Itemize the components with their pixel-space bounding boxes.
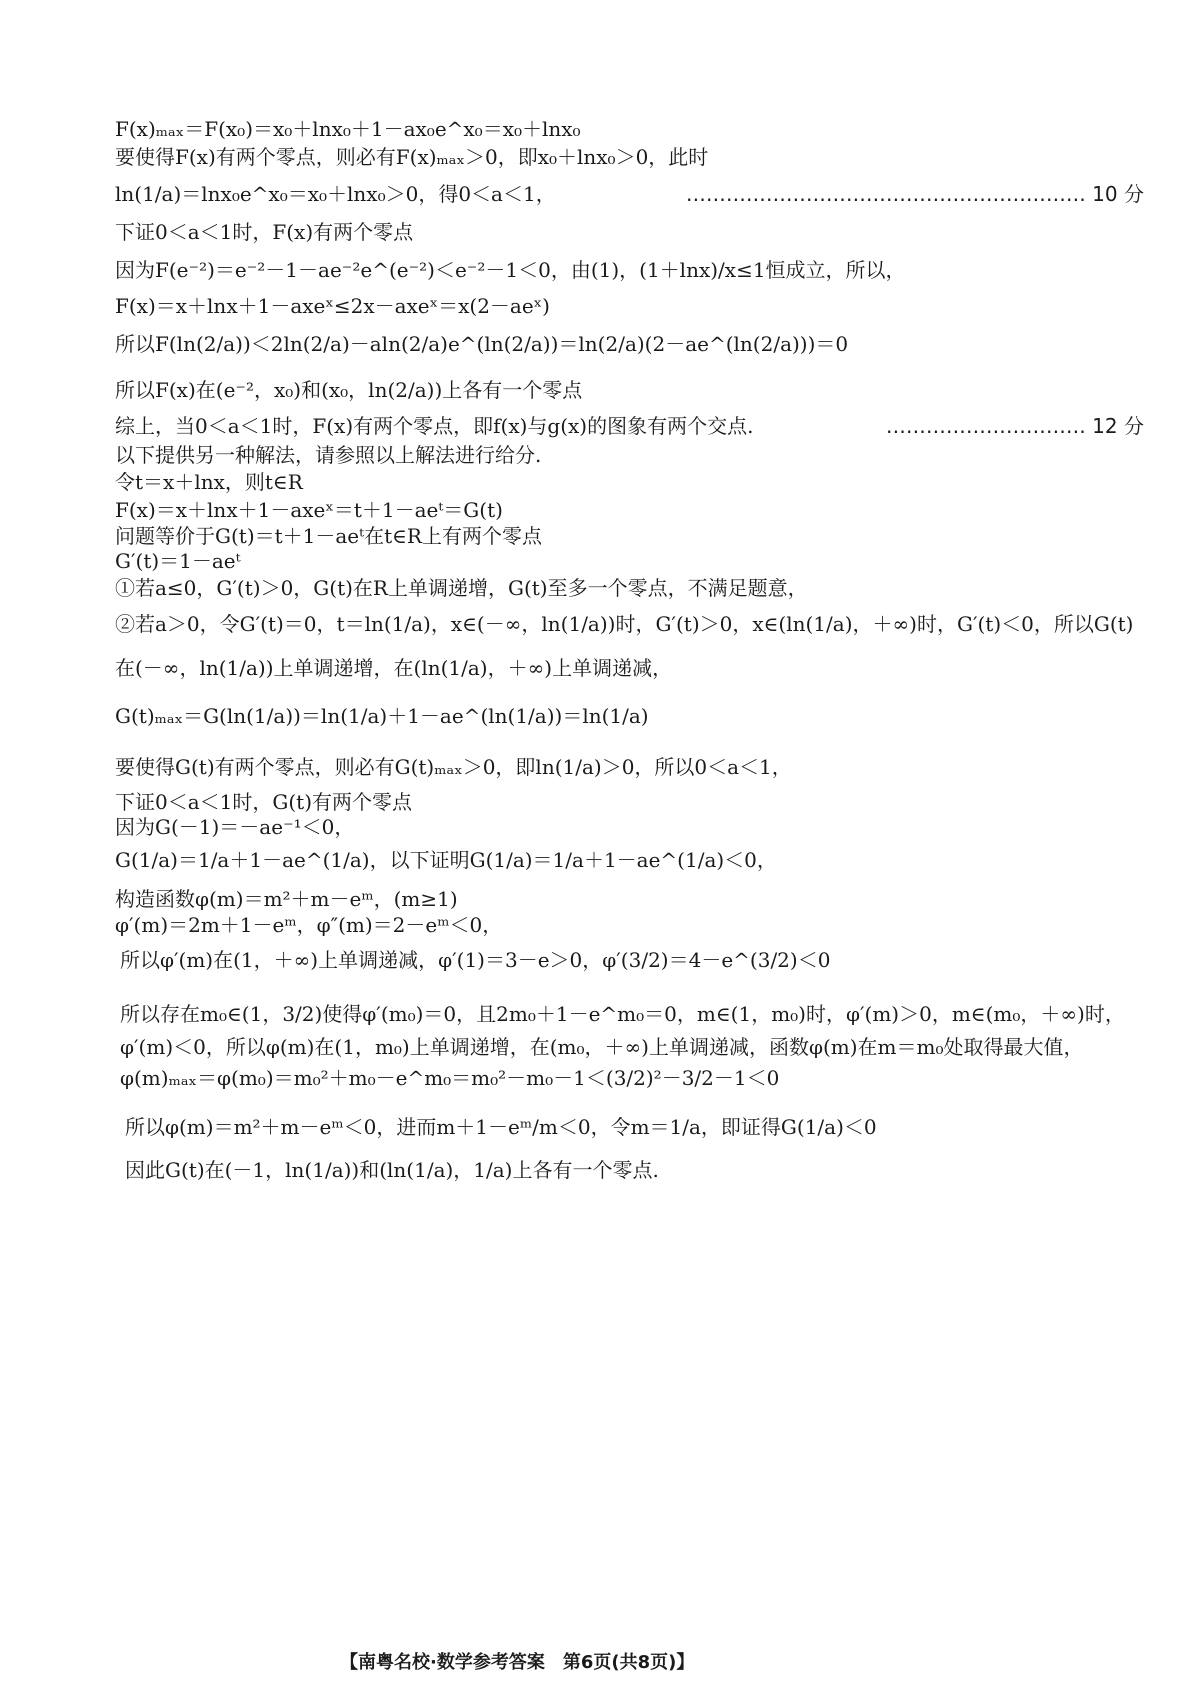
line-text: 在(－∞，ln(1/a))上单调递增，在(ln(1/a)，＋∞)上单调递减， (115, 656, 673, 680)
line-text: φ′(m)＝2m＋1－eᵐ，φ″(m)＝2－eᵐ＜0， (115, 913, 503, 937)
line-text: 综上，当0＜a＜1时，F(x)有两个零点，即f(x)与g(x)的图象有两个交点. (115, 414, 754, 438)
line-text: ②若a＞0，令G′(t)＝0，t＝ln(1/a)，x∈(－∞，ln(1/a))时，G′(t)＞0，x∈(ln(1/a)，＋∞)时，G′(t)＜0，所以G(t) (115, 612, 1134, 636)
line-text: φ′(m)＜0，所以φ(m)在(1，m₀)上单调递增，在(m₀，＋∞)上单调递减，函数φ(m)在m＝m₀处取得最大值， (120, 1035, 1084, 1059)
line-text: 下证0＜a＜1时，G(t)有两个零点 (115, 790, 412, 814)
line-text: 因为G(－1)＝－ae⁻¹＜0， (115, 815, 355, 839)
line-text: 因此G(t)在(－1，ln(1/a))和(ln(1/a)，1/a)上各有一个零点. (125, 1158, 659, 1182)
line-text: 所以F(x)在(e⁻²，x₀)和(x₀，ln(2/a))上各有一个零点 (115, 378, 583, 402)
line-text: 所以φ′(m)在(1，＋∞)上单调递减，φ′(1)＝3－e＞0，φ′(3/2)＝4－e^(3/2)＜0 (120, 948, 831, 972)
line-text: F(x)ₘₐₓ＝F(x₀)＝x₀＋lnx₀＋1－ax₀e^x₀＝x₀＋lnx₀ (115, 117, 581, 141)
line-text: F(x)＝x＋lnx＋1－axeˣ＝t＋1－aeᵗ＝G(t) (115, 498, 503, 522)
line-text: G(t)ₘₐₓ＝G(ln(1/a))＝ln(1/a)＋1－ae^(ln(1/a))＝ln(1/a) (115, 704, 649, 728)
line-text: 问题等价于G(t)＝t＋1－aeᵗ在t∈R上有两个零点 (115, 524, 542, 548)
line-text: φ(m)ₘₐₓ＝φ(m₀)＝m₀²＋m₀－e^m₀＝m₀²－m₀－1＜(3/2)²－3/2－1＜0 (120, 1066, 780, 1090)
line-text: 构造函数φ(m)＝m²＋m－eᵐ，(m≥1) (115, 887, 458, 911)
line-text: 所以存在m₀∈(1，3/2)使得φ′(m₀)＝0，且2m₀＋1－e^m₀＝0，m∈(1，m₀)时，φ′(m)＞0，m∈(m₀，＋∞)时， (120, 1002, 1125, 1026)
line-text: 所以F(ln(2/a))＜2ln(2/a)－aln(2/a)e^(ln(2/a))＝ln(2/a)(2－ae^(ln(2/a)))＝0 (115, 332, 849, 356)
line-text: F(x)＝x＋lnx＋1－axeˣ≤2x－axeˣ＝x(2－aeˣ) (115, 294, 550, 318)
line-text: 要使得G(t)有两个零点，则必有G(t)ₘₐₓ＞0，即ln(1/a)＞0，所以0＜a＜1， (115, 755, 792, 779)
line-text: 要使得F(x)有两个零点，则必有F(x)ₘₐₓ＞0，即x₀＋lnx₀＞0，此时 (115, 145, 709, 169)
line-text: G′(t)＝1－aeᵗ (115, 549, 241, 573)
line-text: ①若a≤0，G′(t)＞0，G(t)在R上单调递增，G(t)至多一个零点，不满足题意， (115, 576, 808, 600)
score-marker: ………………………… 12 分 (885, 414, 1144, 438)
line-text: 以下提供另一种解法，请参照以上解法进行给分. (115, 443, 542, 467)
line-text: 因为F(e⁻²)＝e⁻²－1－ae⁻²e^(e⁻²)＜e⁻²－1＜0，由(1)，(1＋lnx)/x≤1恒成立，所以， (115, 258, 906, 282)
line-text: G(1/a)＝1/a＋1－ae^(1/a)，以下证明G(1/a)＝1/a＋1－ae^(1/a)＜0， (115, 848, 777, 872)
line-text: 所以φ(m)＝m²＋m－eᵐ＜0，进而m＋1－eᵐ/m＜0，令m＝1/a，即证得G(1/a)＜0 (125, 1115, 877, 1139)
score-marker: …………………………………………………… 10 分 (685, 182, 1144, 206)
line-text: ln(1/a)＝lnx₀e^x₀＝x₀＋lnx₀＞0，得0＜a＜1， (115, 182, 556, 206)
page-footer: 【南粤名校·数学参考答案 第6页(共8页)】 (340, 1652, 695, 1673)
line-text: 令t＝x＋lnx，则t∈R (115, 470, 303, 494)
line-text: 下证0＜a＜1时，F(x)有两个零点 (115, 220, 414, 244)
